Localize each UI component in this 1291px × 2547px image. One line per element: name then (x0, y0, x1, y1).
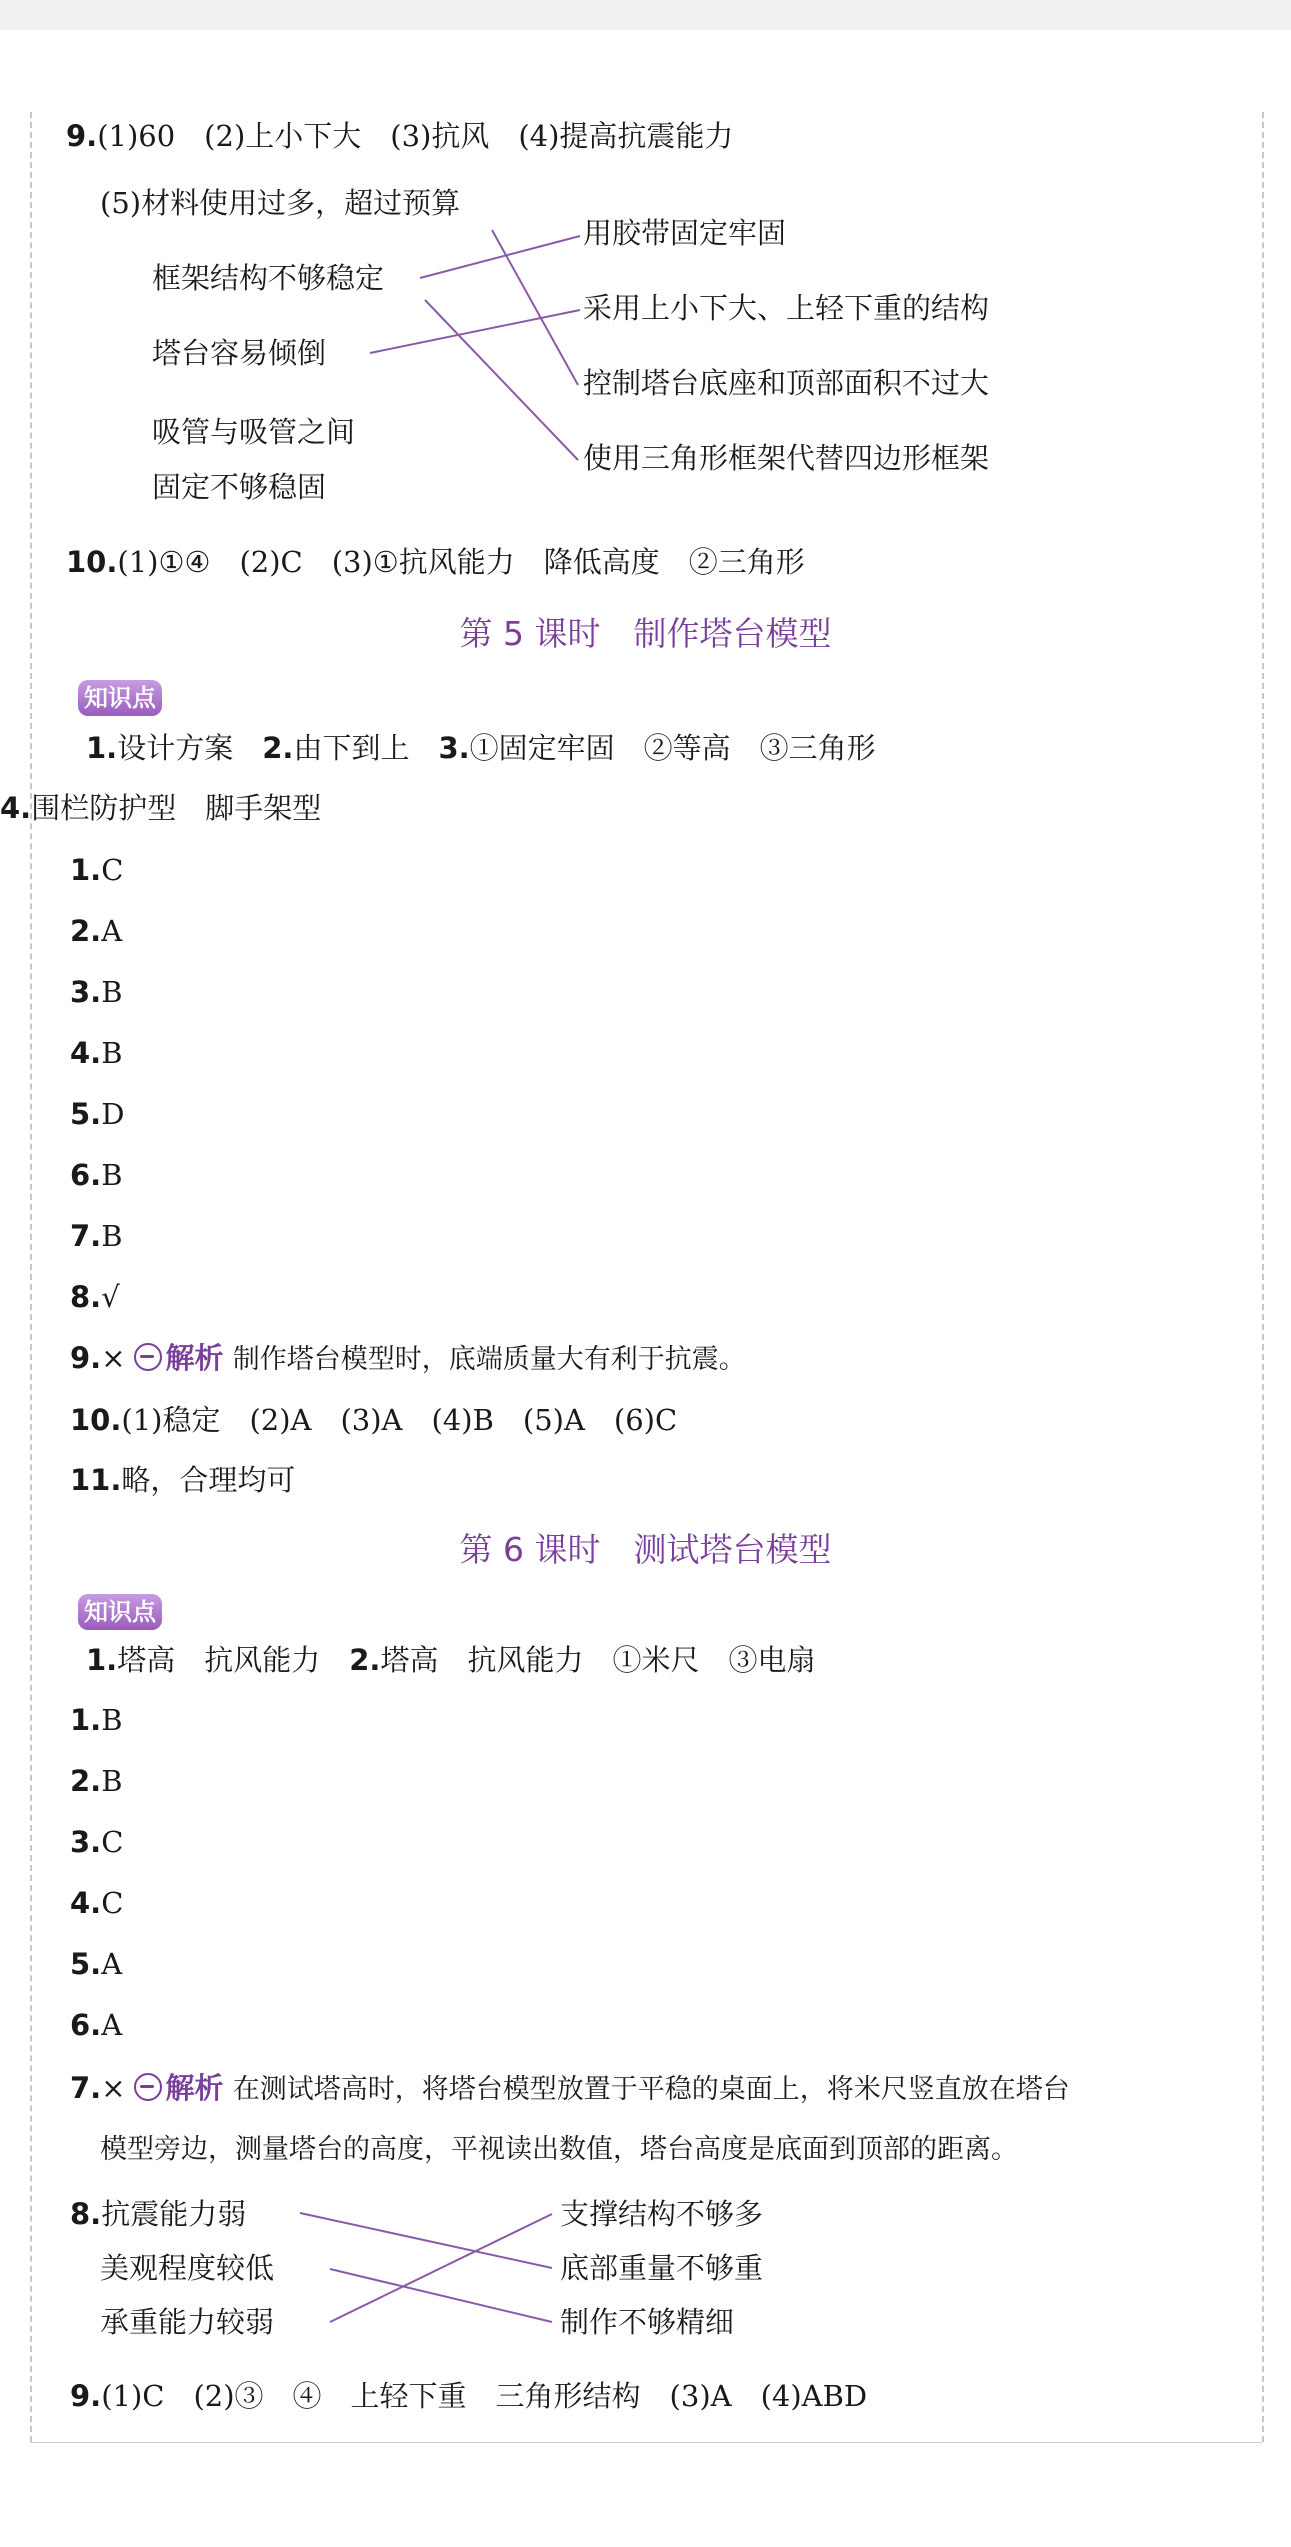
match-line-2 (370, 310, 580, 353)
lesson5-answer-2: 2.A (70, 914, 123, 948)
q9-top-line1: 9.(1)60 (2)上小下大 (3)抗风 (4)提高抗震能力 (66, 119, 734, 153)
q8-right-3: 制作不够精细 (560, 2305, 735, 2339)
lesson6-answer-5: 5.A (70, 1947, 123, 1981)
match-line-7 (330, 2214, 552, 2322)
lesson5-answer-6: 6.B (70, 1158, 123, 1192)
lesson6-answer-6: 6.A (70, 2008, 123, 2042)
lesson6-knowledge-line1: 1.塔高 抗风能力 2.塔高 抗风能力 ①米尺 ③电扇 (86, 1643, 816, 1677)
match-line-3 (492, 230, 578, 385)
lesson5-q10: 10.(1)稳定 (2)A (3)A (4)B (5)A (6)C (70, 1403, 678, 1437)
lesson6-knowledge-badge: 知识点 (78, 1594, 162, 1630)
bottom-rule (30, 2442, 1262, 2443)
analysis-icon (134, 1343, 162, 1371)
match-line-1 (420, 236, 580, 278)
match-line-5 (300, 2213, 552, 2268)
match-right-1: 用胶带固定牢固 (583, 216, 787, 250)
lesson6-answer-1: 1.B (70, 1703, 123, 1737)
lesson5-answer-4: 4.B (70, 1036, 123, 1070)
match-left-4: 固定不够稳固 (152, 470, 327, 504)
lesson5-answer-8: 8.√ (70, 1280, 120, 1314)
lesson6-title: 第 6 课时 测试塔台模型 (459, 1530, 832, 1569)
lesson6-q7-line1: 7.× 解析 在测试塔高时，将塔台模型放置于平稳的桌面上，将米尺竖直放在塔台 (70, 2071, 1070, 2105)
q9-top-line2: (5)材料使用过多，超过预算 (100, 186, 461, 220)
lesson5-knowledge-badge: 知识点 (78, 680, 162, 716)
q8-right-2: 底部重量不够重 (560, 2251, 764, 2285)
match-left-3: 吸管与吸管之间 (152, 415, 356, 449)
match-left-2: 塔台容易倾倒 (152, 336, 327, 370)
match-right-3: 控制塔台底座和顶部面积不过大 (583, 366, 990, 400)
match-left-1: 框架结构不够稳定 (152, 261, 385, 295)
q8-left-3: 承重能力较弱 (100, 2305, 275, 2339)
match-right-2: 采用上小下大、上轻下重的结构 (583, 291, 990, 325)
lesson6-answer-2: 2.B (70, 1764, 123, 1798)
lesson5-knowledge-line1: 1.设计方案 2.由下到上 3.①固定牢固 ②等高 ③三角形 (86, 731, 876, 765)
lesson5-answer-1: 1.C (70, 853, 124, 887)
lesson5-answer-5: 5.D (70, 1097, 125, 1131)
lesson6-answer-3: 3.C (70, 1825, 124, 1859)
lesson6-answer-4: 4.C (70, 1886, 124, 1920)
lesson5-q11: 11.略，合理均可 (70, 1463, 296, 1497)
q8-right-1: 支撑结构不够多 (560, 2197, 764, 2231)
q8-left-1: 8.抗震能力弱 (70, 2197, 247, 2231)
match-line-6 (330, 2269, 552, 2322)
lesson5-q9: 9.× 解析 制作塔台模型时，底端质量大有利于抗震。 (70, 1341, 746, 1375)
lesson5-title: 第 5 课时 制作塔台模型 (459, 614, 832, 653)
match-right-4: 使用三角形框架代替四边形框架 (583, 441, 990, 475)
lesson6-q7-line2: 模型旁边，测量塔台的高度，平视读出数值，塔台高度是底面到顶部的距离。 (100, 2134, 1018, 2165)
q8-left-2: 美观程度较低 (100, 2251, 275, 2285)
lesson6-q9: 9.(1)C (2)③ ④ 上轻下重 三角形结构 (3)A (4)ABD (70, 2379, 868, 2413)
match-line-4 (425, 300, 578, 460)
lesson5-knowledge-line2: 4.围栏防护型 脚手架型 (0, 791, 322, 825)
lesson5-answer-3: 3.B (70, 975, 123, 1009)
left-margin-line (30, 112, 32, 2442)
q10-top: 10.(1)①④ (2)C (3)①抗风能力 降低高度 ②三角形 (66, 545, 805, 579)
top-band (0, 0, 1291, 30)
right-margin-line (1262, 112, 1264, 2442)
lesson5-answer-7: 7.B (70, 1219, 123, 1253)
analysis-icon (134, 2073, 162, 2101)
